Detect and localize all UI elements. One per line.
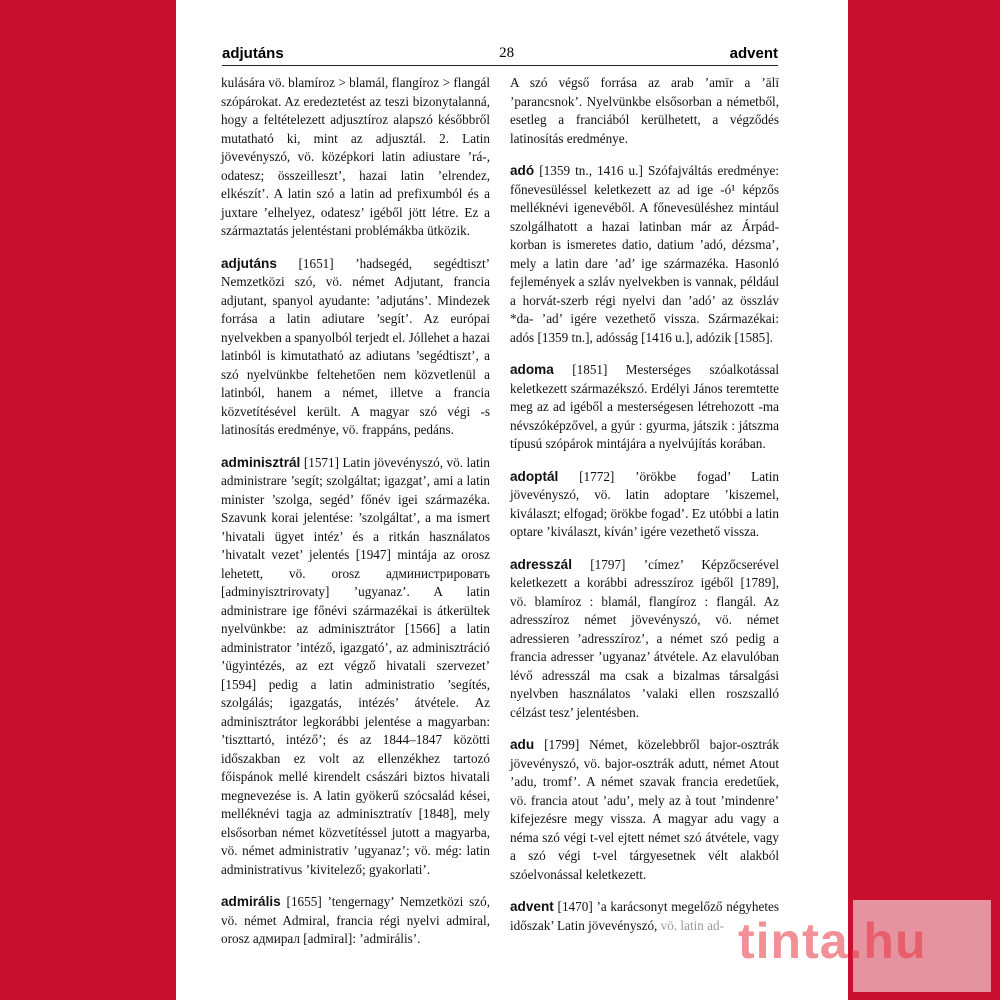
dictionary-entry [510,556,779,723]
entry-text-faded: vö. latin ad- [660,917,724,933]
dictionary-entry [510,74,779,148]
entry-text: [1651] ’hadsegéd, segédtiszt’ Nemzetközi szó, vö. német Adjutant, francia adjutant, spanyol ayudante: ’adjutáns’. Mindezek forrása a latin adiutare ’segít’. Az európai nyelvekben a spanyolból terjedt el. Jóllehet a hazai latinból is kimutatható az adiutans ’segédtiszt’, a szó nyelvünkbe feltehetően nem közvetlenül a latinból, hanem a német, illetve a francia közvetítésével került. A magyar szó végi -s latinosítás eredménye, vö. frappáns, pedáns. [221,255,490,437]
dictionary-entry [221,893,490,949]
entry-headword: adoptál [510,468,559,484]
entry-headword: adó [510,163,535,178]
page-header [222,40,778,66]
entry-text: [1799] Német, közelebbről bajor-osztrák jövevényszó, vö. bajor-osztrák adutt, német Atout ’adu, tromf’. A német szavak francia eredetűek, vö. francia atout ’adu’, mely az à tout ’mindenre’ kifejezésre megy vissza. A magyar adu vagy a néma szó végi t-vel ejtett német szó átvétele, vagy a szó végi t-vel tárgyesetnek vélt alakból szóelvonással keletkezett. [510,737,779,882]
entry-headword: adminisztrál [221,454,301,470]
dictionary-entry [221,454,490,880]
page-number: 28 [499,45,515,61]
header-left-word: adjutáns [222,45,284,62]
entry-headword: adresszál [510,556,572,572]
watermark-logo: tinta.hu [738,913,927,969]
dictionary-entry [510,468,779,542]
right-column [510,74,779,949]
entry-text: [1851] Mesterséges szóalkotással keletkezett származékszó. Erdélyi János teremtette meg az ad igéből a mesterségesen létrehozott -ma névszóképzővel, a gyúr : gyurma, játszik : játszma típusú szópárok mintájára a nyelvújítás korában. [510,362,779,451]
entry-text: [1655] ’tengernagy’ Nemzetközi szó, vö. német Admiral, francia régi nyelvi admiral, orosz адмирал [admiral]: ’admirális’. [221,894,490,946]
entry-text: kulására vö. blamíroz > blamál, flangíroz > flangál szópárokat. Az eredeztetést az teszi bizonytalanná, hogy a feltételezett adjusztíroz alapszó későbbről mutatható ki, mint az adjusztál. 2. Latin jövevényszó, vö. középkori latin adiustare ’rá-, odatesz; összeilleszt’, hazai latin ’elrendez, elkészít’. A latin szó a latin ad prefixumból és a juxtare ’elhelyez, odatesz’ igéből jött létre. Ez a származtatás jelentéstani problémákba ütközik. [221,75,490,238]
entry-text: [1797] ’címez’ Képzőcserével keletkezett a korábbi adresszíroz igéből [1789], vö. blamíroz : blamál, flangíroz : flangál. Az adresszíroz német jövevényszó, vö. német adressieren ’adresszíroz’, a német szó pedig a francia adresser ’ugyanaz’ átvétele. Az elavulóban lévő adresszál ma csak a bizalmas társalgási nyelvben használatos ’valaki ellen roszszalló célzást tesz’ jelentésben. [510,556,779,720]
entry-headword: admirális [221,894,281,909]
entry-text: [1470] ’a karácsonyt megelőző négyhetes időszak’ Latin jövevényszó, [510,899,779,933]
entry-text: [1772] ’örökbe fogad’ Latin jövevényszó, vö. latin adoptare ’kiszemel, kiválaszt; elfogad; örökbe fogad’. Ez utóbbi a latin optare ’kiválaszt, kíván’ igére vezethető vissza. [510,468,779,539]
entry-headword: advent [510,899,554,914]
left-column [221,74,490,963]
dictionary-entry [510,162,779,347]
dictionary-entry [510,361,779,454]
entry-headword: adu [510,737,535,752]
dictionary-page [176,0,848,1000]
dictionary-entry [510,736,779,884]
entry-headword: adoma [510,362,554,377]
entry-headword: adjutáns [221,255,277,271]
dictionary-entry [221,74,490,241]
header-right-word: advent [729,45,778,62]
entry-text: [1359 tn., 1416 u.] Szófajváltás eredménye: főnevesüléssel keletkezett az ad ige -ó¹ képzős melléknévi igenevéből. A főnevesüléshez mintául szolgálhatott a hazai latinban már az Árpád-korban is ismeretes datio, datium ’adó, dézsma’, mely a latin dare ’ad’ ige származéka. Hasonló fejlemények a szláv nyelvekben is vannak, például a horvát-szerb régi nyelvi dan ’adó’ az összláv *da- ’ad’ igére vezethető vissza. Származékai: adós [1359 tn.], adósság [1416 u.], adózik [1585]. [510,163,779,345]
dictionary-entry [221,255,490,440]
entry-text: A szó végső forrása az arab ’amīr a ’ālī ’parancsnok’. Nyelvünkbe elsősorban a németből, esetleg a franciából kerülhetett, a végződés latinosítás eredménye. [510,75,779,146]
entry-text: [1571] Latin jövevényszó, vö. latin administrare ’segít; szolgáltat; igazgat’, ami a latin minister ’szolga, segéd’ főnév igei származéka. Szavunk korai jelentése: ’szolgáltat’, a ma ismert ’hivatali ügyet intéz’ és a ritkán használatos ’hivatalt vezet’ jelentés [1947] mintája az orosz lehetett, vö. orosz администрировать [adminyisztrirovaty] ’ugyanaz’. A latin administrare ige főnévi származékai is átkerültek nyelvünkbe: az adminisztrátor [1566] a latin administrator ’intéző, igazgató’, az adminisztráció ’ügyintézés, az ezt végző hivatali szervezet’ [1594] pedig a latin administratio ’segítés, szolgálás; igazgatás, intézés’ átvétele. Az adminisztrátor legkorábbi jelentése a magyarban: ’tiszttartó, intéző’; és az 1844–1847 közötti időszakban ez volt az ellenzékhez tartozó főispánok mellé kirendelt császári biztos hivatali megnevezése is. A latin gyökerű szócsalád kései, melléknévi tagja az adminisztratív [1848], mely elsősorban német közvetítéssel jutott a magyarba, vö. német administrativ ’ugyanaz’; vö. még: latin administrativus ’kivitelező; gyakorlati’. [221,454,490,877]
